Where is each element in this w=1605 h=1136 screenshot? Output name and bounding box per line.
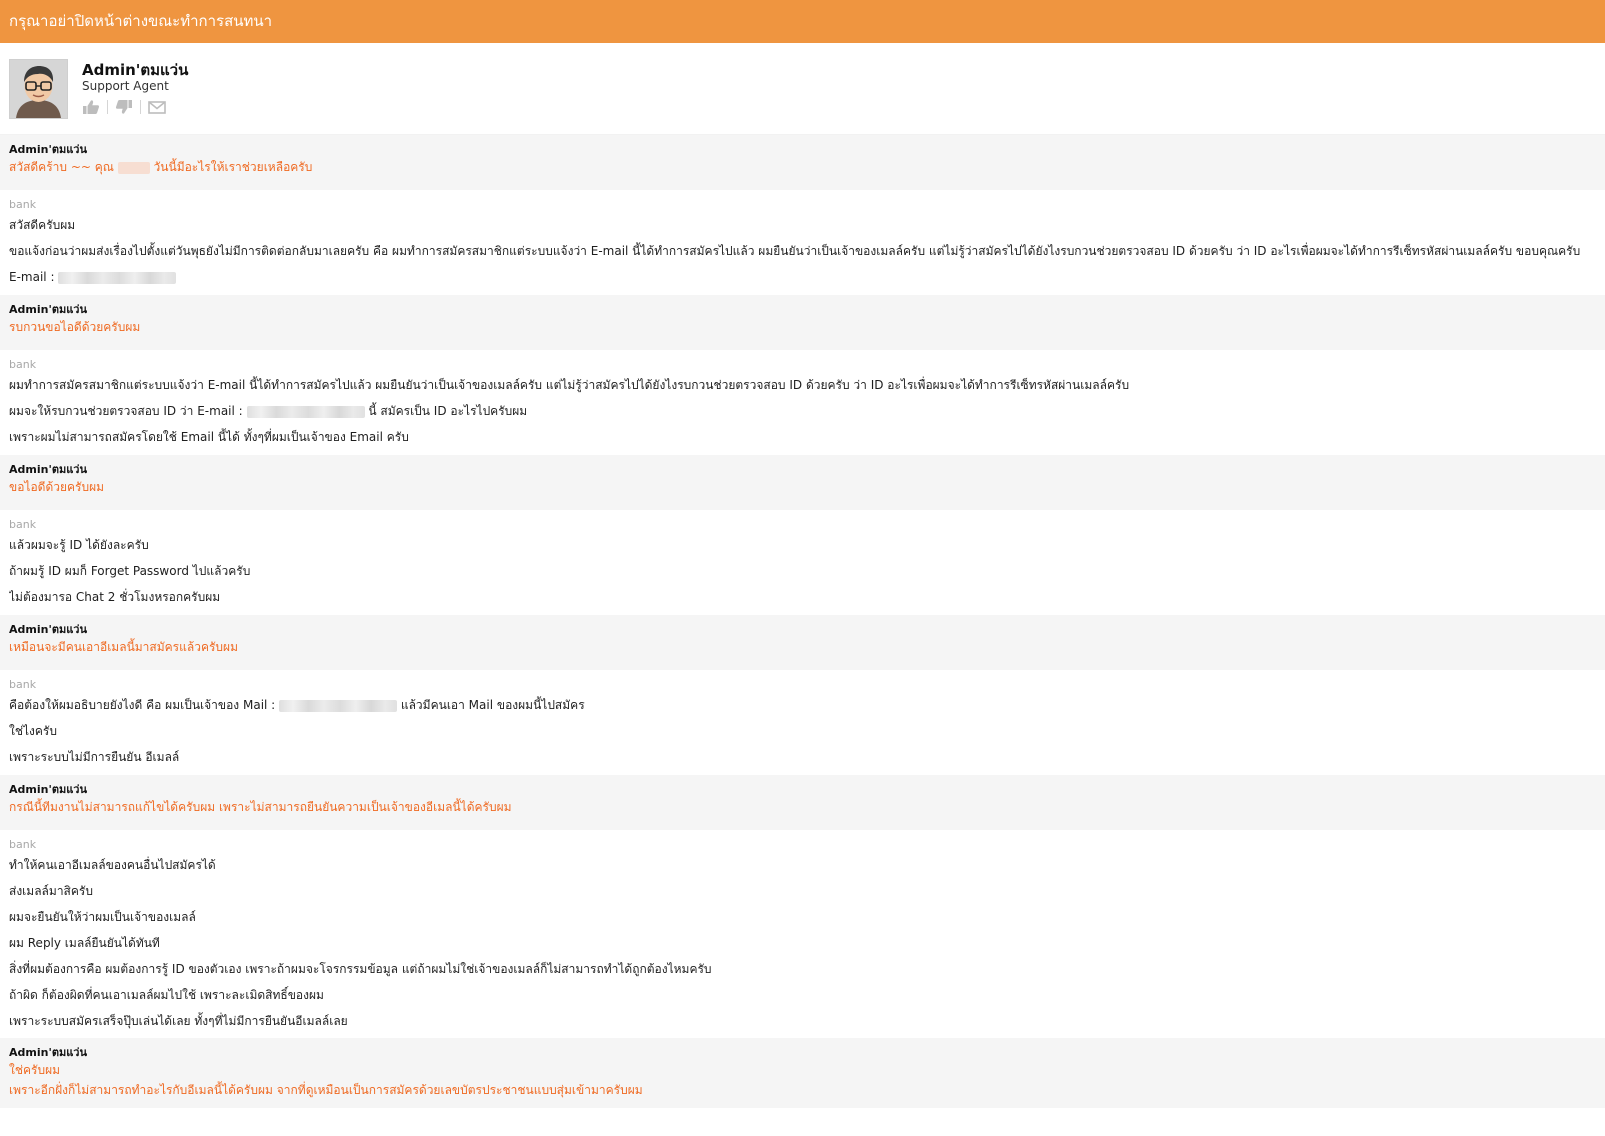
notice-text: กรุณาอย่าปิดหน้าต่างขณะทำการสนทนา [9,12,273,30]
message-text: ขอไอดีด้วยครับผม [9,480,105,494]
message-text: กรณีนี้ทีมงานไม่สามารถแก้ไขได้ครับผม เพราะไม่สามารถยืนยันความเป็นเจ้าของอีเมลนี้ได้ครับผม [9,800,512,814]
thumbs-down-icon[interactable] [115,99,133,115]
message-text: แล้วผมจะรู้ ID ได้ยังละครับ [9,538,149,552]
message-line [9,930,1596,956]
message-text: เพราะผมไม่สามารถสมัครโดยใช้ Email นี้ได้ ทั้งๆที่ผมเป็นเจ้าของ Email ครับ [9,430,409,444]
message-text: ผมจะให้รบกวนช่วยตรวจสอบ ID ว่า E-mail : นี้ สมัครเป็น ID อะไรไปครับผม [9,404,528,418]
message-text: ผมทำการสมัครสมาชิกแต่ระบบแจ้งว่า E-mail นี้ได้ทำการสมัครไปแล้ว ผมยืนยันว่าเป็นเจ้าของเมลล์ครับ แต่ไม่รู้ว่าสมัครไปได้ยังไงรบกวนช่วยตรวจสอบ ID ด้วยครับ ว่า ID อะไรเพื่อผมจะได้ทำการรีเซ็ทรหัสผ่านเมลล์ครับ [9,378,1130,392]
message-text: ถ้าผมรู้ ID ผมก็ Forget Password ไปแล้วครับ [9,564,251,578]
message-text: เหมือนจะมีคนเอาอีเมลนี้มาสมัครแล้วครับผม [9,640,238,654]
message-text: ผมจะยืนยันให้ว่าผมเป็นเจ้าของเมลล์ [9,910,196,924]
message-line [9,238,1596,264]
message-sender: bank [9,518,37,531]
chat-message [0,190,1605,295]
message-line [9,317,1596,337]
message-line [9,797,1596,817]
action-divider [107,100,108,114]
message-line [9,157,1596,177]
message-text: เพราะระบบสมัครเสร็จปุ๊บเล่นได้เลย ทั้งๆที่ไม่มีการยืนยันอีเมลล์เลย [9,1014,348,1028]
message-line [9,637,1596,657]
message-text: สวัสดีคร้าบ ~~ คุณ วันนี้มีอะไรให้เราช่วยเหลือครับ [9,160,313,174]
message-sender: bank [9,838,37,851]
message-text: ถ้าผิด ก็ต้องผิดที่คนเอาเมลล์ผมไปใช้ เพราะละเมิดสิทธิ์ของผม [9,988,324,1002]
action-divider [140,100,141,114]
agent-feedback-actions [82,99,166,115]
chat-notice-bar [0,0,1605,43]
chat-message [0,295,1605,350]
message-text: ไม่ต้องมารอ Chat 2 ชั่วโมงหรอกครับผม [9,590,221,604]
chat-message [0,455,1605,510]
message-text: ทำให้คนเอาอีเมลล์ของคนอื่นไปสมัครได้ [9,858,216,872]
message-text: ใช่ครับผม [9,1063,61,1077]
message-text: ผม Reply เมลล์ยืนยันได้ทันที [9,936,160,950]
message-text: เพราะอีกฝั่งก็ไม่สามารถทำอะไรกับอีเมลนี้ได้ครับผม จากที่ดูเหมือนเป็นการสมัครด้วยเลขบัตรประชาชนแบบสุ่มเข้ามาครับผม [9,1083,643,1097]
message-line [9,852,1596,878]
chat-message [0,670,1605,775]
message-sender: Admin'ตมแว่น [9,1046,87,1059]
message-line [9,558,1596,584]
chat-message [0,510,1605,615]
message-line [9,264,1596,290]
message-line [9,477,1596,497]
message-line [9,982,1596,1008]
message-line [9,878,1596,904]
redacted-text [247,406,365,418]
chat-message [0,350,1605,455]
envelope-icon[interactable] [148,99,166,115]
agent-name: Admin'ตมแว่น [82,61,189,79]
redacted-text [58,272,176,284]
message-sender: bank [9,358,37,371]
message-text: รบกวนขอไอดีด้วยครับผม [9,320,141,334]
redacted-text [279,700,397,712]
chat-message [0,135,1605,190]
message-sender: Admin'ตมแว่น [9,783,87,796]
chat-message [0,1038,1605,1108]
chat-transcript [0,135,1605,1108]
message-line [9,424,1596,450]
message-line [9,584,1596,610]
message-line [9,372,1596,398]
redacted-text [118,162,150,174]
message-line [9,532,1596,558]
message-line [9,212,1596,238]
chat-message [0,775,1605,830]
message-text: ส่งเมลล์มาสิครับ [9,884,93,898]
chat-message [0,830,1605,1038]
thumbs-up-icon[interactable] [82,99,100,115]
chat-message [0,615,1605,670]
message-line [9,692,1596,718]
message-line [9,1080,1596,1100]
message-text: E-mail : [9,270,176,284]
message-line [9,904,1596,930]
message-line [9,718,1596,744]
agent-role: Support Agent [82,79,169,93]
message-line [9,744,1596,770]
message-line [9,956,1596,982]
message-text: สวัสดีครับผม [9,218,76,232]
message-sender: Admin'ตมแว่น [9,463,87,476]
message-text: สิ่งที่ผมต้องการคือ ผมต้องการรู้ ID ของตัวเอง เพราะถ้าผมจะโจรกรรมข้อมูล แต่ถ้าผมไม่ใช่เจ้าของเมลล์ก็ไม่สามารถทำได้ถูกต้องไหมครับ [9,962,712,976]
message-sender: Admin'ตมแว่น [9,143,87,156]
message-line [9,1060,1596,1080]
agent-panel [0,43,1605,135]
message-text: เพราะระบบไม่มีการยืนยัน อีเมลล์ [9,750,180,764]
message-text: ขอแจ้งก่อนว่าผมส่งเรื่องไปตั้งแต่วันพุธยังไม่มีการติดต่อกลับมาเลยครับ คือ ผมทำการสมัครสมาชิกแต่ระบบแจ้งว่า E-mail นี้ได้ทำการสมัครไปแล้ว ผมยืนยันว่าเป็นเจ้าของเมลล์ครับ แต่ไม่รู้ว่าสมัครไปได้ยังไงรบกวนช่วยตรวจสอบ ID ด้วยครับ ว่า ID อะไรเพื่อผมจะได้ทำการรีเซ็ทรหัสผ่านเมลล์ครับ ขอบคุณครับ [9,244,1581,258]
message-text: คือต้องให้ผมอธิบายยังไงดี คือ ผมเป็นเจ้าของ Mail : แล้วมีคนเอา Mail ของผมนี้ไปสมัคร [9,698,585,712]
message-text: ใช่ไงครับ [9,724,57,738]
message-line [9,398,1596,424]
message-sender: bank [9,678,37,691]
message-sender: bank [9,198,37,211]
message-line [9,1008,1596,1034]
message-sender: Admin'ตมแว่น [9,303,87,316]
agent-avatar [9,59,68,119]
message-sender: Admin'ตมแว่น [9,623,87,636]
